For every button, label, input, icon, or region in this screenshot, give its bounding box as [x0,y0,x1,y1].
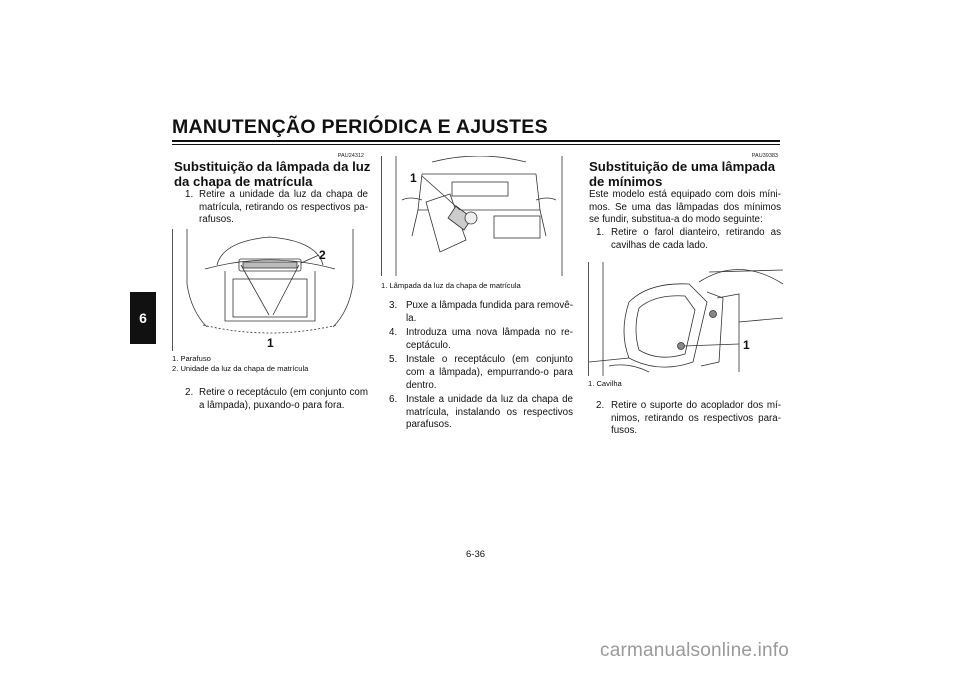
step-number: 5. [389,354,398,366]
step-text: Instale o receptáculo (em conjunto com a lâmpada), empurrando-o para dentro. [406,354,573,391]
list-item [389,394,573,432]
title-rule-thick [172,140,780,142]
step-number: 1. [596,227,605,238]
bulb-figure [381,156,576,276]
page-number: 6-36 [466,549,486,560]
list-item [389,354,573,392]
steps-list [185,387,368,412]
steps-list [389,300,573,432]
section-heading: Substituição de uma lâmpada de mínimos [589,159,776,189]
caption: 1. Parafuso [172,354,211,363]
step-number: 2. [185,387,194,398]
section-code: PAU39383 [751,153,778,159]
steps-list [596,227,781,252]
list-item [389,327,573,352]
callout-1: 1 [410,171,417,185]
caption: 1. Lâmpada da luz da chapa de matrícula [381,281,521,290]
list-item [596,400,781,438]
list-item [185,189,368,227]
step-number: 4. [389,327,398,339]
figure-captions [172,354,366,374]
step-text: Retire o farol dianteiro, retirando as cavilhas de cada lado. [611,227,781,251]
step-text: Puxe a lâmpada fundida para removê-la. [406,300,573,324]
step-text: Retire o receptáculo (em conjunto com a lâmpada), puxando-o para fora. [199,387,368,411]
step-text: Retire a unidade da luz da chapa de matrícula, retirando os respectivos pa-rafusos. [199,189,368,226]
callout-1: 1 [267,336,274,350]
watermark: carmanualsonline.info [600,640,790,661]
figure-captions [381,281,575,291]
headlight-figure [588,262,783,376]
section-code: PAU24312 [337,153,364,159]
steps-list [596,400,781,438]
license-light-figure [172,229,367,351]
page-title: MANUTENÇÃO PERIÓDICA E AJUSTES [172,116,548,138]
step-text: Introduza uma nova lâmpada no re-ceptáculo. [406,327,573,351]
step-text: Instale a unidade da luz da chapa de matrícula, instalando os respectivos parafusos. [406,394,573,431]
callout-1: 1 [743,338,750,352]
step-number: 2. [596,400,605,411]
list-item [185,387,368,412]
list-item [389,300,573,325]
list-item [596,227,781,252]
caption: 1. Cavilha [588,379,622,388]
step-number: 3. [389,300,398,311]
step-text: Retire o suporte do acoplador dos mí-nimos, retirando os respectivos para-fusos. [611,400,781,437]
step-number: 6. [389,394,398,406]
chapter-tab: 6 [130,292,156,344]
title-rule-thin [172,144,780,145]
steps-list [185,189,368,227]
step-number: 1. [185,189,194,200]
callout-2: 2 [319,248,326,262]
section-heading: Substituição da lâmpada da luz da chapa de matrícula [174,159,371,189]
intro-paragraph: Este modelo está equipado com dois míni-mos. Se uma das lâmpadas dos mínimos se fundir, substitua-a do modo seguinte: [589,189,781,226]
caption: 2. Unidade da luz da chapa de matrícula [172,364,309,373]
figure-captions [588,379,782,389]
